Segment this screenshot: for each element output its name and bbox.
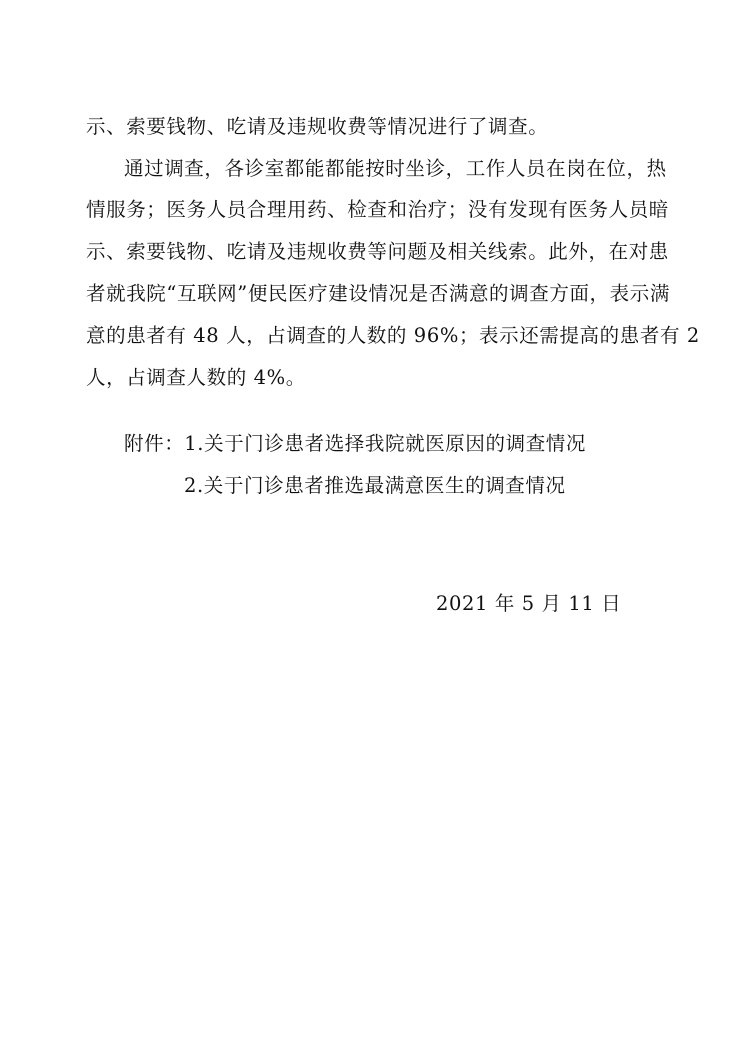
paragraph-line: 者就我院“互联网”便民医疗建设情况是否满意的调查方面，表示满 <box>86 282 670 305</box>
attachment-item: 2.关于门诊患者推选最满意医生的调查情况 <box>184 474 566 497</box>
attachment-item: 附件：1.关于门诊患者选择我院就医原因的调查情况 <box>124 432 587 455</box>
paragraph-line: 意的患者有 48 人，占调查的人数的 96%；表示还需提高的患者有 2 <box>86 324 700 347</box>
paragraph-line: 情服务；医务人员合理用药、检查和治疗；没有发现有医务人员暗 <box>86 198 669 221</box>
paragraph-line: 通过调查，各诊室都能都能按时坐诊，工作人员在岗在位，热 <box>124 157 667 180</box>
paragraph-line: 示、索要钱物、吃请及违规收费等问题及相关线索。此外，在对患 <box>86 240 669 263</box>
paragraph-line: 示、索要钱物、吃请及违规收费等情况进行了调查。 <box>86 115 549 138</box>
paragraph-line: 人，占调查人数的 4%。 <box>86 366 306 389</box>
document-date: 2021 年 5 月 11 日 <box>436 592 622 615</box>
